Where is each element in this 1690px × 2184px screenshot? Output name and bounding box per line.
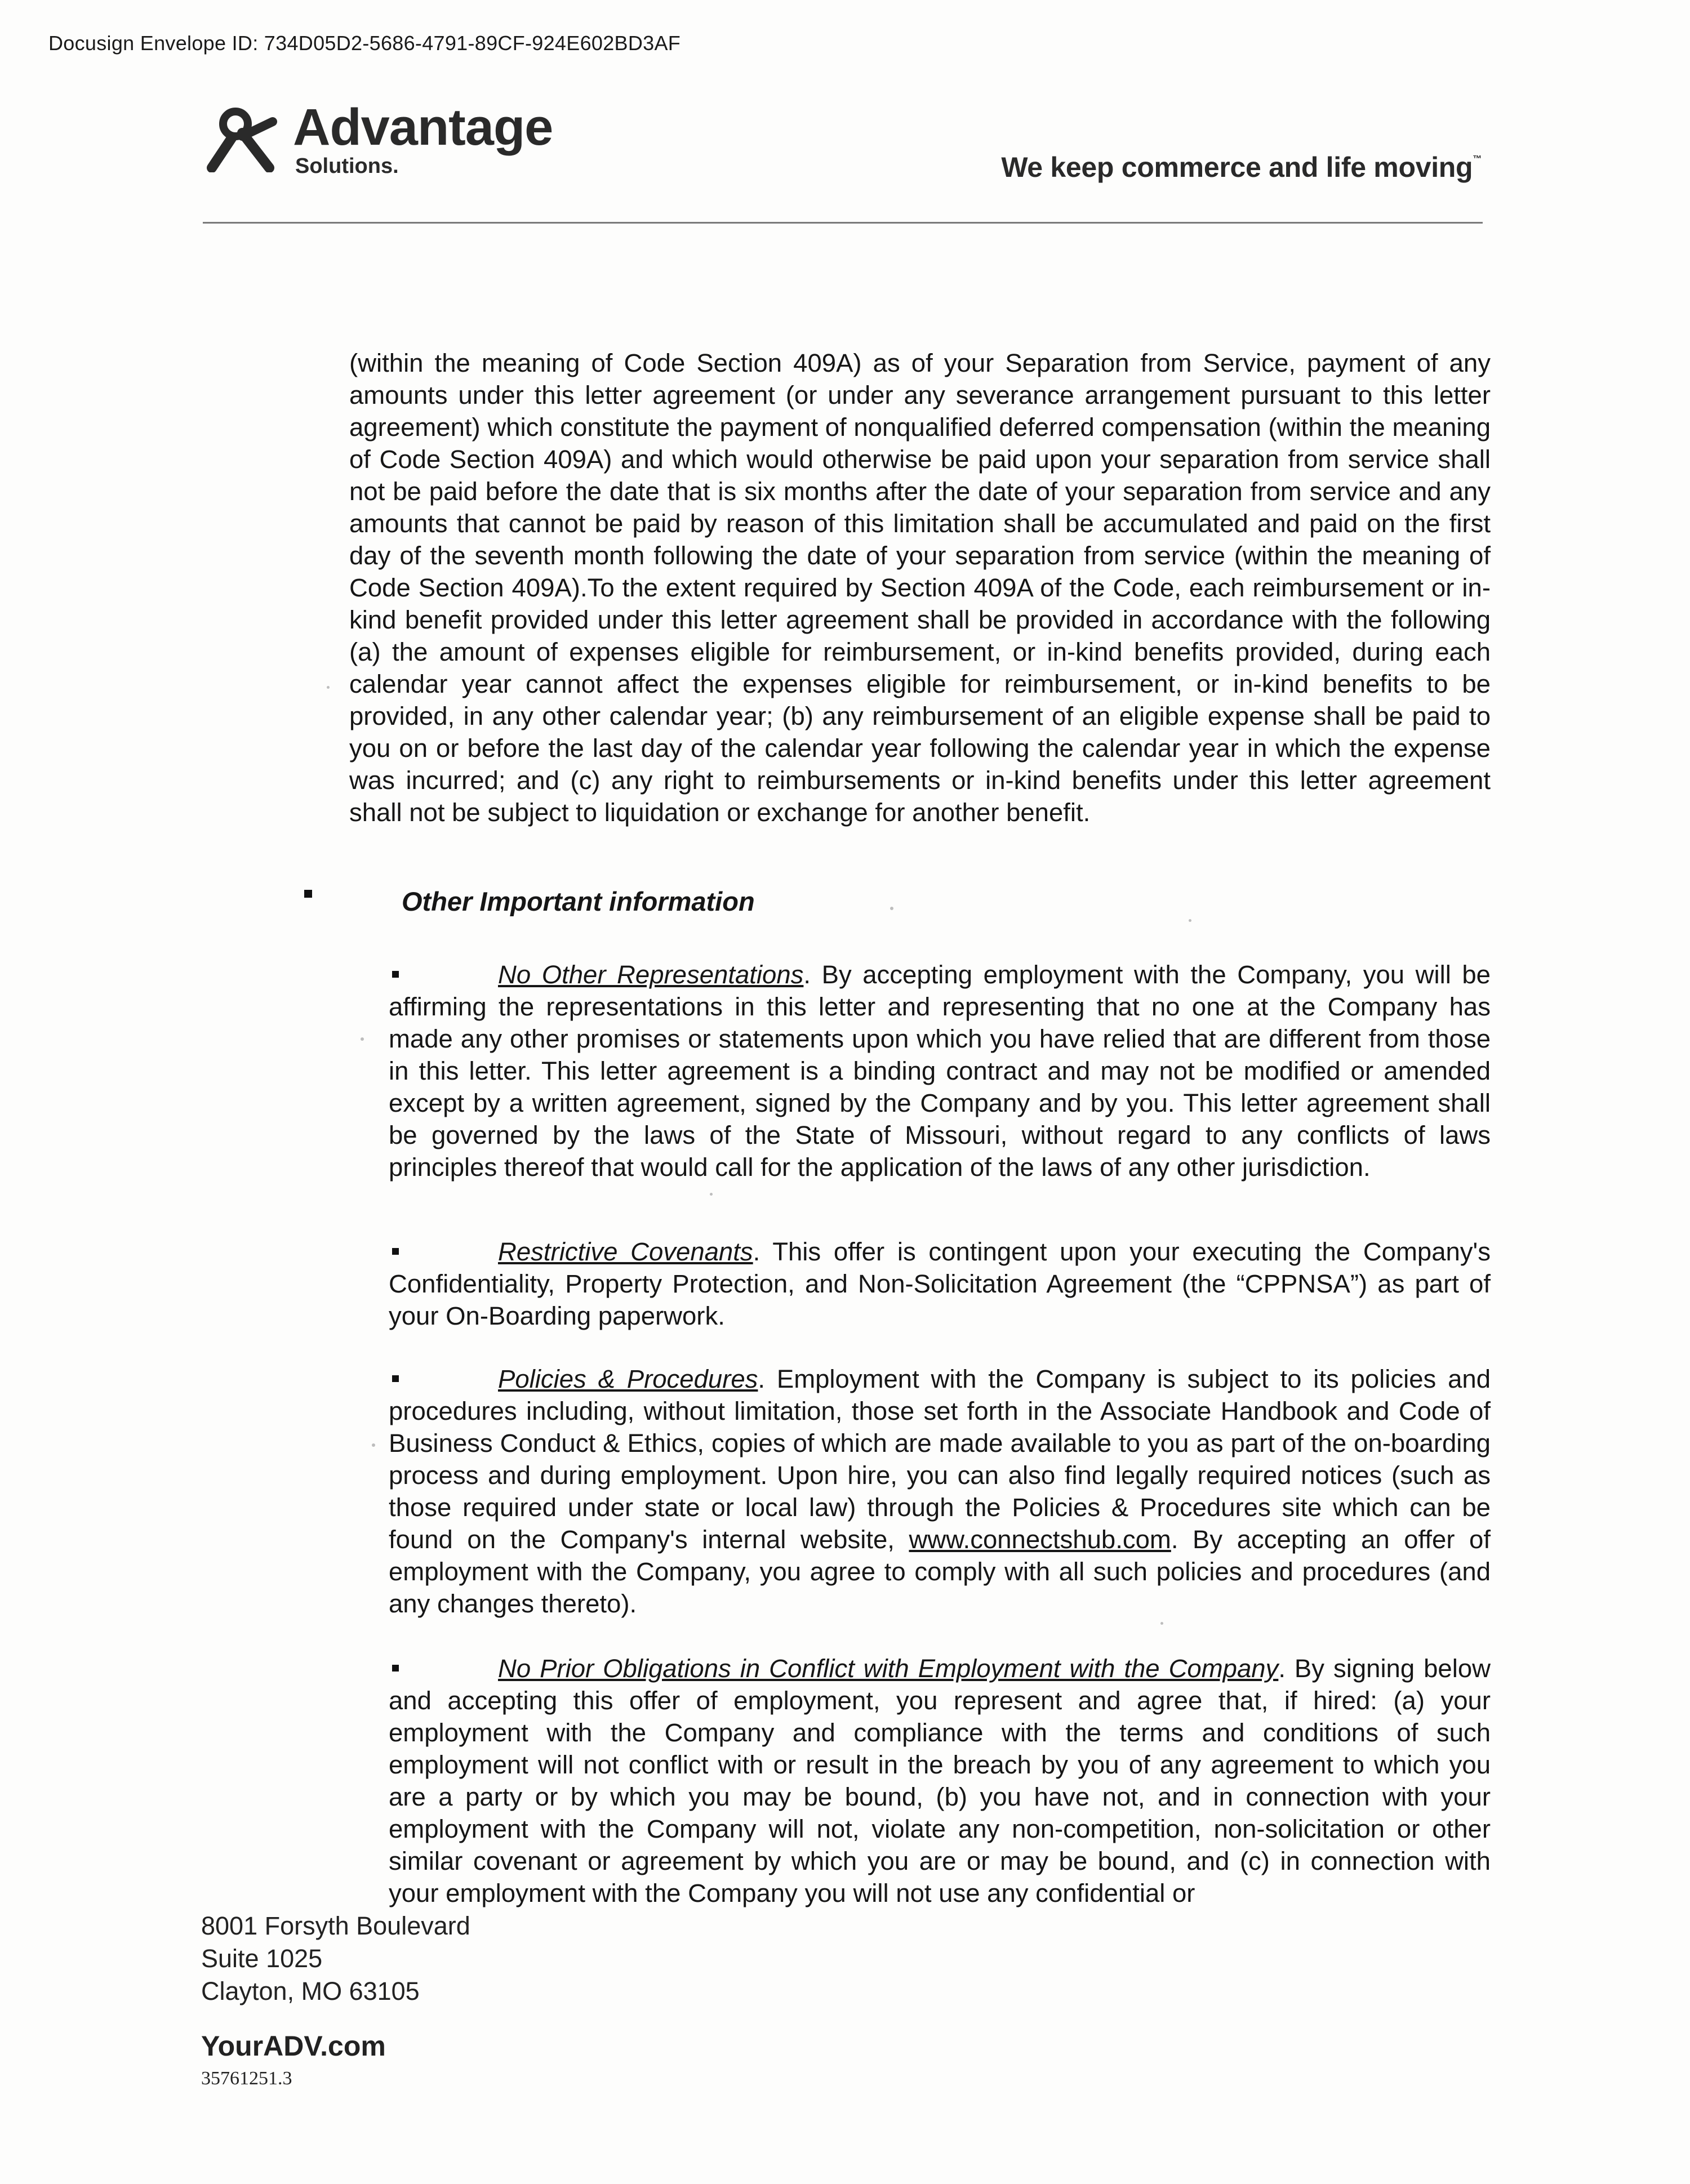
scan-speck — [890, 907, 893, 910]
scan-speck — [1160, 1622, 1163, 1625]
docusign-envelope-id: Docusign Envelope ID: 734D05D2-5686-4791-89CF-924E602BD3AF — [48, 32, 681, 55]
bullet-icon — [392, 971, 399, 978]
company-website: YourADV.com — [201, 2030, 386, 2062]
section-heading: Other Important information — [402, 886, 755, 916]
header-divider — [203, 222, 1483, 224]
brand-name: Advantage — [293, 99, 553, 156]
footer-address — [201, 1910, 470, 2008]
item-title: No Prior Obligations in Conflict with Employment with the Company — [498, 1654, 1279, 1683]
item-title: Restrictive Covenants — [498, 1237, 753, 1266]
scan-speck — [361, 1037, 364, 1041]
item-title: No Other Representations — [498, 960, 804, 989]
scan-speck — [372, 1443, 375, 1447]
brand-subtitle: Solutions. — [295, 154, 399, 178]
section-bullet — [304, 890, 312, 898]
bullet-icon — [392, 1248, 399, 1255]
bullet-icon — [392, 1665, 399, 1672]
document-number: 35761251.3 — [201, 2068, 292, 2089]
scan-speck — [1189, 919, 1191, 922]
list-item — [389, 959, 1491, 1183]
item-text: . By signing below and accepting this offer of employment, you represent and agree that, if hired: (a) your employment with the Company and compliance with the terms and conditions of such employment will not conflict with or result in the breach by you of any agreement to which you are a party or by which you may be bound, (b) you have not, and in connection with your employment with the Company will not, violate any non-competition, non-solicitation or other similar covenant or agreement by which you are or may be bound, and (c) in connection with your employment with the Company you will not use any confidential or — [389, 1654, 1491, 1907]
advantage-logo-icon — [203, 105, 282, 172]
item-text: . This offer is contingent upon your executing the Company's Confidentiality, Property Protection, and Non-Solicitation Agreement (the “CPPNSA”) as part of your On-Boarding paperwork. — [389, 1237, 1491, 1330]
list-item — [389, 1363, 1491, 1620]
item-text-after-link: . By accepting an offer of employment with the Company, you agree to comply with all such policies and procedures (and any changes thereto). — [389, 1525, 1491, 1618]
company-logo — [203, 101, 597, 186]
tagline-text: We keep commerce and life moving — [1001, 151, 1473, 183]
item-text: . Employment with the Company is subject to its policies and procedures including, without limitation, those set forth in the Associate Handbook and Code of Business Conduct & Ethics, copies of which are made available to you as part of the on-boarding process and during employment. Upon hire, you can also find legally required notices (such as those required under state or local law) through the Policies & Procedures site which can be found on the Company's internal website, — [389, 1365, 1491, 1554]
trademark-mark: ™ — [1473, 154, 1482, 164]
scan-speck — [710, 1193, 713, 1196]
list-item — [389, 1652, 1491, 1909]
list-item — [389, 1236, 1491, 1332]
address-line: Clayton, MO 63105 — [201, 1977, 420, 2005]
scan-speck — [327, 686, 330, 689]
address-line: 8001 Forsyth Boulevard — [201, 1911, 470, 1940]
continuation-paragraph: (within the meaning of Code Section 409A) as of your Separation from Service, payment of any amounts under this letter agreement (or under any severance arrangement pursuant to this letter agreement) which constitute the payment of nonqualified deferred compensation (within the meaning of Code Section 409A) and which would otherwise be paid upon your separation from service shall not be paid before the date that is six months after the date of your separation from service and any amounts that cannot be paid by reason of this limitation shall be accumulated and paid on the first day of the seventh month following the date of your separation from service (within the meaning of Code Section 409A).To the extent required by Section 409A of the Code, each reimbursement or in-kind benefit provided under this letter agreement shall be provided in accordance with the following (a) the amount of expenses eligible for reimbursement, or in-kind benefits provided, during each calendar year cannot affect the expenses eligible for reimbursement, or in-kind benefits to be provided, in any other calendar year; (b) any reimbursement of an eligible expense shall be paid to you on or before the last day of the calendar year following the calendar year in which the expense was incurred; and (c) any right to reimbursements or in-kind benefits under this letter agreement shall not be subject to liquidation or exchange for another benefit. — [349, 349, 1491, 827]
bullet-icon — [392, 1375, 399, 1382]
company-tagline — [1001, 151, 1482, 184]
item-text: . By accepting employment with the Company, you will be affirming the representations in this letter and representing that no one at the Company has made any other promises or statements upon which you have relied that are different from those in this letter. This letter agreement is a binding contract and may not be modified or amended except by a written agreement, signed by the Company and by you. This letter agreement shall be governed by the laws of the State of Missouri, without regard to any conflicts of laws principles thereof that would call for the application of the laws of any other jurisdiction. — [389, 960, 1491, 1182]
item-title: Policies & Procedures — [498, 1365, 758, 1393]
address-line: Suite 1025 — [201, 1944, 323, 1973]
connectshub-link[interactable]: www.connectshub.com — [909, 1525, 1171, 1554]
